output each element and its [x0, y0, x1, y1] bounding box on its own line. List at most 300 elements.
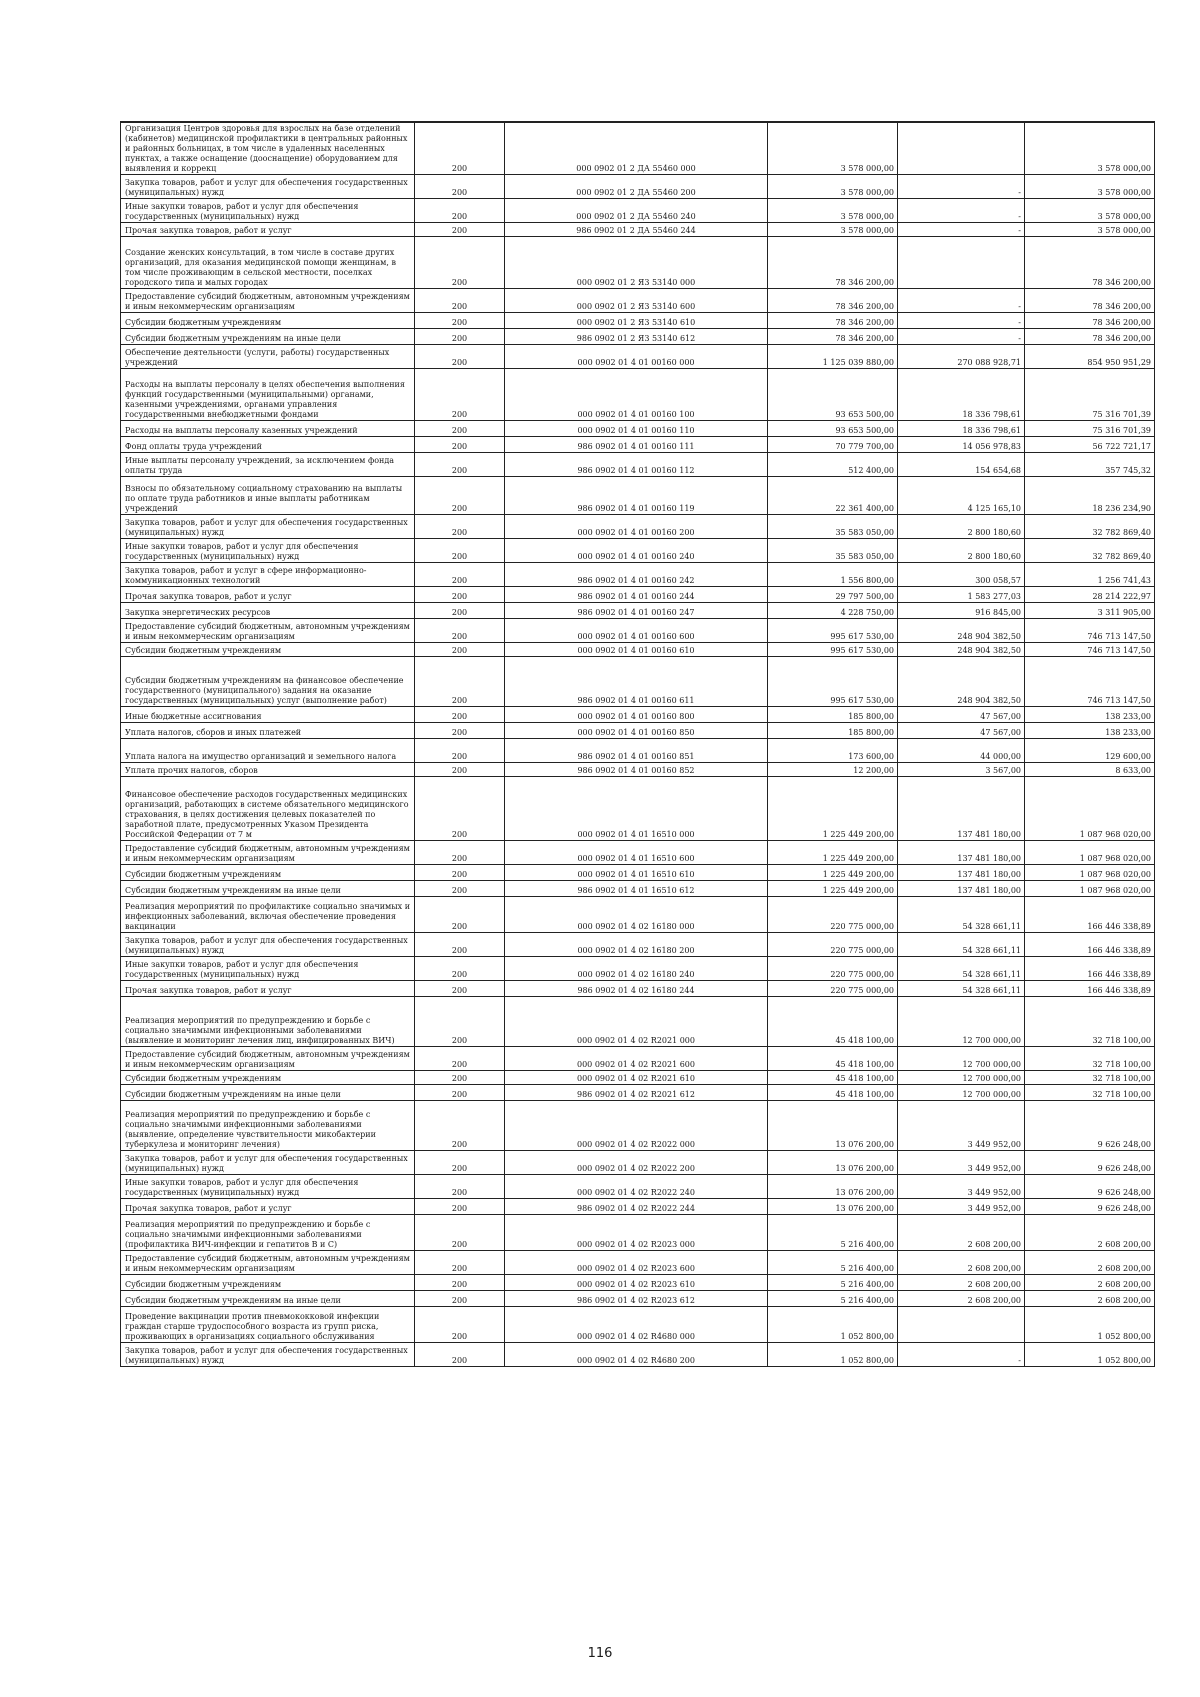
row-kbk-code: 000 0902 01 4 01 16510 000 [505, 776, 768, 840]
table-row [121, 1046, 1155, 1070]
row-name: Субсидии бюджетным учреждениям на иные цели [121, 1084, 415, 1100]
table-row [121, 996, 1155, 1046]
row-code: 200 [415, 1274, 505, 1290]
row-approved: 220 775 000,00 [768, 980, 898, 996]
row-approved: 5 216 400,00 [768, 1250, 898, 1274]
row-code: 200 [415, 122, 505, 174]
row-unexecuted: 9 626 248,00 [1025, 1174, 1155, 1198]
row-name: Проведение вакцинации против пневмококковой инфекции граждан старше трудоспособного возраста из групп риска, проживающих в организациях социального обслуживания [121, 1306, 415, 1342]
row-kbk-code: 000 0902 01 4 01 00160 850 [505, 722, 768, 738]
table-row [121, 1198, 1155, 1214]
row-kbk-code: 000 0902 01 4 02 R2023 600 [505, 1250, 768, 1274]
row-executed: 47 567,00 [898, 706, 1025, 722]
row-kbk-code: 000 0902 01 4 01 00160 100 [505, 368, 768, 420]
row-kbk-code: 000 0902 01 4 01 00160 110 [505, 420, 768, 436]
row-executed: 3 449 952,00 [898, 1100, 1025, 1150]
row-unexecuted: 3 578 000,00 [1025, 174, 1155, 198]
row-code: 200 [415, 538, 505, 562]
row-executed [898, 236, 1025, 288]
row-code: 200 [415, 420, 505, 436]
row-kbk-code: 000 0902 01 4 01 00160 200 [505, 514, 768, 538]
row-kbk-code: 000 0902 01 4 02 16180 200 [505, 932, 768, 956]
table-row [121, 368, 1155, 420]
row-code: 200 [415, 328, 505, 344]
row-code: 200 [415, 1306, 505, 1342]
row-approved: 13 076 200,00 [768, 1150, 898, 1174]
row-approved: 220 775 000,00 [768, 956, 898, 980]
row-unexecuted: 75 316 701,39 [1025, 368, 1155, 420]
table-row [121, 420, 1155, 436]
row-code: 200 [415, 1084, 505, 1100]
row-code: 200 [415, 222, 505, 236]
row-kbk-code: 000 0902 01 4 02 R2022 200 [505, 1150, 768, 1174]
row-name: Иные закупки товаров, работ и услуг для обеспечения государственных (муниципальных) нужд [121, 538, 415, 562]
row-unexecuted: 166 446 338,89 [1025, 896, 1155, 932]
row-kbk-code: 986 0902 01 4 01 00160 242 [505, 562, 768, 586]
row-unexecuted: 9 626 248,00 [1025, 1150, 1155, 1174]
row-code: 200 [415, 1046, 505, 1070]
row-unexecuted: 1 052 800,00 [1025, 1306, 1155, 1342]
row-executed: 270 088 928,71 [898, 344, 1025, 368]
row-approved: 3 578 000,00 [768, 222, 898, 236]
table-row [121, 1274, 1155, 1290]
row-unexecuted: 32 718 100,00 [1025, 1070, 1155, 1084]
row-name: Субсидии бюджетным учреждениям на иные цели [121, 880, 415, 896]
row-approved: 995 617 530,00 [768, 656, 898, 706]
row-executed: 2 800 180,60 [898, 514, 1025, 538]
table-row [121, 1150, 1155, 1174]
row-executed: 137 481 180,00 [898, 880, 1025, 896]
row-approved: 3 578 000,00 [768, 122, 898, 174]
table-row [121, 706, 1155, 722]
row-unexecuted: 78 346 200,00 [1025, 236, 1155, 288]
row-unexecuted: 78 346 200,00 [1025, 288, 1155, 312]
row-name: Иные закупки товаров, работ и услуг для обеспечения государственных (муниципальных) нужд [121, 956, 415, 980]
row-code: 200 [415, 368, 505, 420]
row-unexecuted: 1 087 968 020,00 [1025, 840, 1155, 864]
row-name: Субсидии бюджетным учреждениям на иные цели [121, 328, 415, 344]
row-kbk-code: 986 0902 01 4 02 R2023 612 [505, 1290, 768, 1306]
row-name: Обеспечение деятельности (услуги, работы) государственных учреждений [121, 344, 415, 368]
row-executed: - [898, 312, 1025, 328]
row-executed: - [898, 328, 1025, 344]
row-code: 200 [415, 840, 505, 864]
row-unexecuted: 8 633,00 [1025, 762, 1155, 776]
row-approved: 78 346 200,00 [768, 288, 898, 312]
row-executed: 137 481 180,00 [898, 864, 1025, 880]
row-executed: 154 654,68 [898, 452, 1025, 476]
row-approved: 45 418 100,00 [768, 1084, 898, 1100]
row-executed: - [898, 174, 1025, 198]
row-kbk-code: 986 0902 01 4 01 00160 247 [505, 602, 768, 618]
row-code: 200 [415, 656, 505, 706]
row-executed: 4 125 165,10 [898, 476, 1025, 514]
table-body [121, 122, 1155, 1366]
row-code: 200 [415, 722, 505, 738]
row-code: 200 [415, 1214, 505, 1250]
row-kbk-code: 000 0902 01 4 02 R2022 000 [505, 1100, 768, 1150]
table-row [121, 880, 1155, 896]
row-kbk-code: 000 0902 01 4 02 R4680 200 [505, 1342, 768, 1366]
row-kbk-code: 000 0902 01 4 02 16180 000 [505, 896, 768, 932]
row-executed: 1 583 277,03 [898, 586, 1025, 602]
row-unexecuted: 746 713 147,50 [1025, 642, 1155, 656]
row-unexecuted: 2 608 200,00 [1025, 1290, 1155, 1306]
row-name: Закупка товаров, работ и услуг для обеспечения государственных (муниципальных) нужд [121, 1342, 415, 1366]
row-unexecuted: 78 346 200,00 [1025, 312, 1155, 328]
row-approved: 185 800,00 [768, 706, 898, 722]
row-unexecuted: 3 311 905,00 [1025, 602, 1155, 618]
row-kbk-code: 000 0902 01 2 Я3 53140 000 [505, 236, 768, 288]
row-name: Уплата налога на имущество организаций и земельного налога [121, 738, 415, 762]
row-code: 200 [415, 312, 505, 328]
row-name: Предоставление субсидий бюджетным, автономным учреждениям и иным некоммерческим организациям [121, 840, 415, 864]
row-name: Прочая закупка товаров, работ и услуг [121, 586, 415, 602]
row-unexecuted: 1 052 800,00 [1025, 1342, 1155, 1366]
row-executed: - [898, 288, 1025, 312]
row-approved: 35 583 050,00 [768, 514, 898, 538]
row-kbk-code: 986 0902 01 4 02 16180 244 [505, 980, 768, 996]
row-kbk-code: 986 0902 01 2 ДА 55460 244 [505, 222, 768, 236]
row-code: 200 [415, 706, 505, 722]
row-code: 200 [415, 642, 505, 656]
row-approved: 3 578 000,00 [768, 174, 898, 198]
row-approved: 78 346 200,00 [768, 312, 898, 328]
table-row [121, 1084, 1155, 1100]
row-kbk-code: 000 0902 01 4 02 R2021 600 [505, 1046, 768, 1070]
row-code: 200 [415, 896, 505, 932]
row-kbk-code: 986 0902 01 4 01 00160 611 [505, 656, 768, 706]
row-approved: 220 775 000,00 [768, 932, 898, 956]
row-name: Предоставление субсидий бюджетным, автономным учреждениям и иным некоммерческим организациям [121, 288, 415, 312]
row-executed: 18 336 798,61 [898, 368, 1025, 420]
table-row [121, 776, 1155, 840]
row-kbk-code: 986 0902 01 4 02 R2022 244 [505, 1198, 768, 1214]
row-kbk-code: 000 0902 01 2 Я3 53140 610 [505, 312, 768, 328]
row-executed: 248 904 382,50 [898, 642, 1025, 656]
row-code: 200 [415, 198, 505, 222]
row-name: Реализация мероприятий по профилактике социально значимых и инфекционных заболеваний, включая обеспечение проведения вакцинации [121, 896, 415, 932]
row-executed: 916 845,00 [898, 602, 1025, 618]
row-name: Уплата прочих налогов, сборов [121, 762, 415, 776]
table-row [121, 738, 1155, 762]
row-kbk-code: 000 0902 01 2 Я3 53140 600 [505, 288, 768, 312]
table-row [121, 956, 1155, 980]
row-approved: 1 225 449 200,00 [768, 840, 898, 864]
table-row [121, 236, 1155, 288]
page-number: 116 [587, 1646, 613, 1661]
row-approved: 4 228 750,00 [768, 602, 898, 618]
row-executed: - [898, 222, 1025, 236]
row-approved: 512 400,00 [768, 452, 898, 476]
row-kbk-code: 000 0902 01 2 ДА 55460 200 [505, 174, 768, 198]
row-name: Субсидии бюджетным учреждениям [121, 864, 415, 880]
row-approved: 93 653 500,00 [768, 368, 898, 420]
row-name: Предоставление субсидий бюджетным, автономным учреждениям и иным некоммерческим организациям [121, 1046, 415, 1070]
row-unexecuted: 75 316 701,39 [1025, 420, 1155, 436]
row-executed: 54 328 661,11 [898, 932, 1025, 956]
row-code: 200 [415, 1070, 505, 1084]
row-kbk-code: 986 0902 01 4 02 R2021 612 [505, 1084, 768, 1100]
row-code: 200 [415, 476, 505, 514]
row-unexecuted: 32 782 869,40 [1025, 514, 1155, 538]
row-approved: 1 556 800,00 [768, 562, 898, 586]
row-code: 200 [415, 864, 505, 880]
row-unexecuted: 32 718 100,00 [1025, 1046, 1155, 1070]
row-executed: 137 481 180,00 [898, 840, 1025, 864]
row-unexecuted: 2 608 200,00 [1025, 1274, 1155, 1290]
row-name: Расходы на выплаты персоналу в целях обеспечения выполнения функций государственными (муниципальными) органами, казенными учреждениями, органами управления государственными внебюджетными фондами [121, 368, 415, 420]
row-name: Реализация мероприятий по предупреждению и борьбе с социально значимыми инфекционными заболеваниями (выявление, определение чувствительности микобактерии туберкулеза и мониторинг лечения) [121, 1100, 415, 1150]
table-row [121, 436, 1155, 452]
row-code: 200 [415, 288, 505, 312]
row-approved: 5 216 400,00 [768, 1274, 898, 1290]
row-unexecuted: 138 233,00 [1025, 722, 1155, 738]
row-unexecuted: 166 446 338,89 [1025, 956, 1155, 980]
table-row [121, 722, 1155, 738]
row-kbk-code: 000 0902 01 2 ДА 55460 240 [505, 198, 768, 222]
row-name: Субсидии бюджетным учреждениям [121, 1274, 415, 1290]
row-executed: 18 336 798,61 [898, 420, 1025, 436]
row-approved: 78 346 200,00 [768, 236, 898, 288]
row-name: Реализация мероприятий по предупреждению и борьбе с социально значимыми инфекционными заболеваниями (выявление и мониторинг лечения лиц, инфицированных ВИЧ) [121, 996, 415, 1046]
row-approved: 1 125 039 880,00 [768, 344, 898, 368]
row-code: 200 [415, 514, 505, 538]
table-row [121, 312, 1155, 328]
row-unexecuted: 32 782 869,40 [1025, 538, 1155, 562]
table-row [121, 586, 1155, 602]
table-row [121, 762, 1155, 776]
row-code: 200 [415, 436, 505, 452]
row-code: 200 [415, 776, 505, 840]
row-unexecuted: 3 578 000,00 [1025, 222, 1155, 236]
row-code: 200 [415, 586, 505, 602]
row-unexecuted: 746 713 147,50 [1025, 656, 1155, 706]
row-unexecuted: 2 608 200,00 [1025, 1250, 1155, 1274]
table-row [121, 452, 1155, 476]
row-unexecuted: 1 087 968 020,00 [1025, 864, 1155, 880]
row-kbk-code: 000 0902 01 4 02 R4680 000 [505, 1306, 768, 1342]
row-name: Закупка товаров, работ и услуг для обеспечения государственных (муниципальных) нужд [121, 514, 415, 538]
table-row [121, 864, 1155, 880]
row-unexecuted: 166 446 338,89 [1025, 932, 1155, 956]
row-code: 200 [415, 956, 505, 980]
row-executed: 44 000,00 [898, 738, 1025, 762]
row-name: Прочая закупка товаров, работ и услуг [121, 222, 415, 236]
row-code: 200 [415, 602, 505, 618]
row-code: 200 [415, 980, 505, 996]
row-approved: 12 200,00 [768, 762, 898, 776]
table-row [121, 1070, 1155, 1084]
row-unexecuted: 746 713 147,50 [1025, 618, 1155, 642]
row-kbk-code: 000 0902 01 4 02 R2021 610 [505, 1070, 768, 1084]
row-executed: 14 056 978,83 [898, 436, 1025, 452]
row-unexecuted: 2 608 200,00 [1025, 1214, 1155, 1250]
table-row [121, 1306, 1155, 1342]
row-executed: 248 904 382,50 [898, 656, 1025, 706]
row-name: Создание женских консультаций, в том числе в составе других организаций, для оказания медицинской помощи женщинам, в том числе проживающим в сельской местности, поселках городского типа и малых городах [121, 236, 415, 288]
table-row [121, 1342, 1155, 1366]
row-code: 200 [415, 1250, 505, 1274]
table-row [121, 288, 1155, 312]
row-executed [898, 1306, 1025, 1342]
table-row [121, 840, 1155, 864]
row-unexecuted: 1 087 968 020,00 [1025, 880, 1155, 896]
row-kbk-code: 000 0902 01 4 01 00160 800 [505, 706, 768, 722]
row-executed: 2 608 200,00 [898, 1214, 1025, 1250]
row-kbk-code: 000 0902 01 4 02 R2022 240 [505, 1174, 768, 1198]
row-executed: 3 449 952,00 [898, 1198, 1025, 1214]
row-kbk-code: 986 0902 01 4 01 00160 112 [505, 452, 768, 476]
row-approved: 13 076 200,00 [768, 1198, 898, 1214]
row-approved: 45 418 100,00 [768, 1046, 898, 1070]
row-approved: 185 800,00 [768, 722, 898, 738]
row-name: Прочая закупка товаров, работ и услуг [121, 1198, 415, 1214]
row-code: 200 [415, 1290, 505, 1306]
row-executed: 12 700 000,00 [898, 1046, 1025, 1070]
table-row [121, 222, 1155, 236]
row-unexecuted: 9 626 248,00 [1025, 1198, 1155, 1214]
row-name: Прочая закупка товаров, работ и услуг [121, 980, 415, 996]
row-kbk-code: 986 0902 01 4 01 00160 111 [505, 436, 768, 452]
row-kbk-code: 000 0902 01 4 01 00160 600 [505, 618, 768, 642]
row-executed: 3 449 952,00 [898, 1174, 1025, 1198]
row-name: Иные закупки товаров, работ и услуг для обеспечения государственных (муниципальных) нужд [121, 1174, 415, 1198]
row-executed [898, 122, 1025, 174]
row-approved: 5 216 400,00 [768, 1290, 898, 1306]
row-approved: 1 225 449 200,00 [768, 880, 898, 896]
table-row [121, 896, 1155, 932]
table-row [121, 344, 1155, 368]
row-code: 200 [415, 174, 505, 198]
table-row [121, 1100, 1155, 1150]
row-approved: 5 216 400,00 [768, 1214, 898, 1250]
row-code: 200 [415, 1150, 505, 1174]
row-code: 200 [415, 738, 505, 762]
row-approved: 173 600,00 [768, 738, 898, 762]
row-kbk-code: 000 0902 01 4 02 R2021 000 [505, 996, 768, 1046]
row-kbk-code: 986 0902 01 4 01 00160 852 [505, 762, 768, 776]
row-name: Финансовое обеспечение расходов государственных медицинских организаций, работающих в системе обязательного медицинского страхования, в целях достижения целевых показателей по заработной плате, предусмотренных Указом Президента Российской Федерации от 7 м [121, 776, 415, 840]
row-kbk-code: 000 0902 01 4 02 R2023 000 [505, 1214, 768, 1250]
row-approved: 1 052 800,00 [768, 1342, 898, 1366]
row-kbk-code: 000 0902 01 4 02 16180 240 [505, 956, 768, 980]
row-approved: 45 418 100,00 [768, 996, 898, 1046]
row-kbk-code: 986 0902 01 4 01 00160 244 [505, 586, 768, 602]
table-row [121, 1250, 1155, 1274]
row-executed: - [898, 198, 1025, 222]
table-row [121, 538, 1155, 562]
table-row [121, 514, 1155, 538]
row-name: Уплата налогов, сборов и иных платежей [121, 722, 415, 738]
row-unexecuted: 32 718 100,00 [1025, 1084, 1155, 1100]
row-kbk-code: 986 0902 01 4 01 16510 612 [505, 880, 768, 896]
row-executed: 47 567,00 [898, 722, 1025, 738]
row-approved: 995 617 530,00 [768, 618, 898, 642]
row-code: 200 [415, 880, 505, 896]
row-name: Реализация мероприятий по предупреждению и борьбе с социально значимыми инфекционными заболеваниями (профилактика ВИЧ-инфекции и гепатитов В и С) [121, 1214, 415, 1250]
table-row [121, 476, 1155, 514]
row-approved: 3 578 000,00 [768, 198, 898, 222]
table-row [121, 1214, 1155, 1250]
row-unexecuted: 129 600,00 [1025, 738, 1155, 762]
table-row [121, 980, 1155, 996]
row-name: Иные бюджетные ассигнования [121, 706, 415, 722]
row-unexecuted: 138 233,00 [1025, 706, 1155, 722]
row-executed: 54 328 661,11 [898, 896, 1025, 932]
row-approved: 1 052 800,00 [768, 1306, 898, 1342]
row-executed: 12 700 000,00 [898, 1084, 1025, 1100]
row-name: Закупка товаров, работ и услуг для обеспечения государственных (муниципальных) нужд [121, 1150, 415, 1174]
row-executed: 3 449 952,00 [898, 1150, 1025, 1174]
row-name: Закупка товаров, работ и услуг для обеспечения государственных (муниципальных) нужд [121, 174, 415, 198]
row-approved: 45 418 100,00 [768, 1070, 898, 1084]
row-approved: 93 653 500,00 [768, 420, 898, 436]
row-kbk-code: 000 0902 01 4 01 16510 600 [505, 840, 768, 864]
row-executed: 3 567,00 [898, 762, 1025, 776]
row-code: 200 [415, 996, 505, 1046]
row-unexecuted: 28 214 222,97 [1025, 586, 1155, 602]
row-kbk-code: 986 0902 01 4 01 00160 119 [505, 476, 768, 514]
row-executed: 12 700 000,00 [898, 996, 1025, 1046]
table-row [121, 1290, 1155, 1306]
row-approved: 70 779 700,00 [768, 436, 898, 452]
row-kbk-code: 000 0902 01 4 01 00160 000 [505, 344, 768, 368]
row-code: 200 [415, 762, 505, 776]
row-unexecuted: 1 256 741,43 [1025, 562, 1155, 586]
row-approved: 1 225 449 200,00 [768, 776, 898, 840]
row-executed: 2 608 200,00 [898, 1274, 1025, 1290]
row-unexecuted: 32 718 100,00 [1025, 996, 1155, 1046]
row-executed: 54 328 661,11 [898, 980, 1025, 996]
row-name: Иные закупки товаров, работ и услуг для обеспечения государственных (муниципальных) нужд [121, 198, 415, 222]
row-unexecuted: 3 578 000,00 [1025, 198, 1155, 222]
row-approved: 78 346 200,00 [768, 328, 898, 344]
table-row [121, 1174, 1155, 1198]
row-code: 200 [415, 452, 505, 476]
row-code: 200 [415, 236, 505, 288]
row-name: Взносы по обязательному социальному страхованию на выплаты по оплате труда работников и иные выплаты работникам учреждений [121, 476, 415, 514]
row-unexecuted: 854 950 951,29 [1025, 344, 1155, 368]
row-approved: 29 797 500,00 [768, 586, 898, 602]
row-name: Организация Центров здоровья для взрослых на базе отделений (кабинетов) медицинской профилактики в центральных районных и районных больницах, в том числе в удаленных населенных пунктах, а также оснащение (дооснащение) оборудованием для выявления и коррекц [121, 122, 415, 174]
row-approved: 13 076 200,00 [768, 1100, 898, 1150]
row-executed: 300 058,57 [898, 562, 1025, 586]
row-code: 200 [415, 562, 505, 586]
row-approved: 220 775 000,00 [768, 896, 898, 932]
table-row [121, 174, 1155, 198]
row-code: 200 [415, 1198, 505, 1214]
row-unexecuted: 78 346 200,00 [1025, 328, 1155, 344]
row-unexecuted: 1 087 968 020,00 [1025, 776, 1155, 840]
row-code: 200 [415, 1174, 505, 1198]
row-approved: 35 583 050,00 [768, 538, 898, 562]
row-executed: 2 800 180,60 [898, 538, 1025, 562]
row-approved: 22 361 400,00 [768, 476, 898, 514]
row-executed: 2 608 200,00 [898, 1290, 1025, 1306]
row-unexecuted: 56 722 721,17 [1025, 436, 1155, 452]
table-row [121, 198, 1155, 222]
row-executed: 2 608 200,00 [898, 1250, 1025, 1274]
table-row [121, 642, 1155, 656]
row-approved: 13 076 200,00 [768, 1174, 898, 1198]
row-kbk-code: 000 0902 01 2 ДА 55460 000 [505, 122, 768, 174]
row-unexecuted: 9 626 248,00 [1025, 1100, 1155, 1150]
row-code: 200 [415, 1342, 505, 1366]
row-code: 200 [415, 618, 505, 642]
row-kbk-code: 986 0902 01 2 Я3 53140 612 [505, 328, 768, 344]
row-name: Субсидии бюджетным учреждениям [121, 1070, 415, 1084]
